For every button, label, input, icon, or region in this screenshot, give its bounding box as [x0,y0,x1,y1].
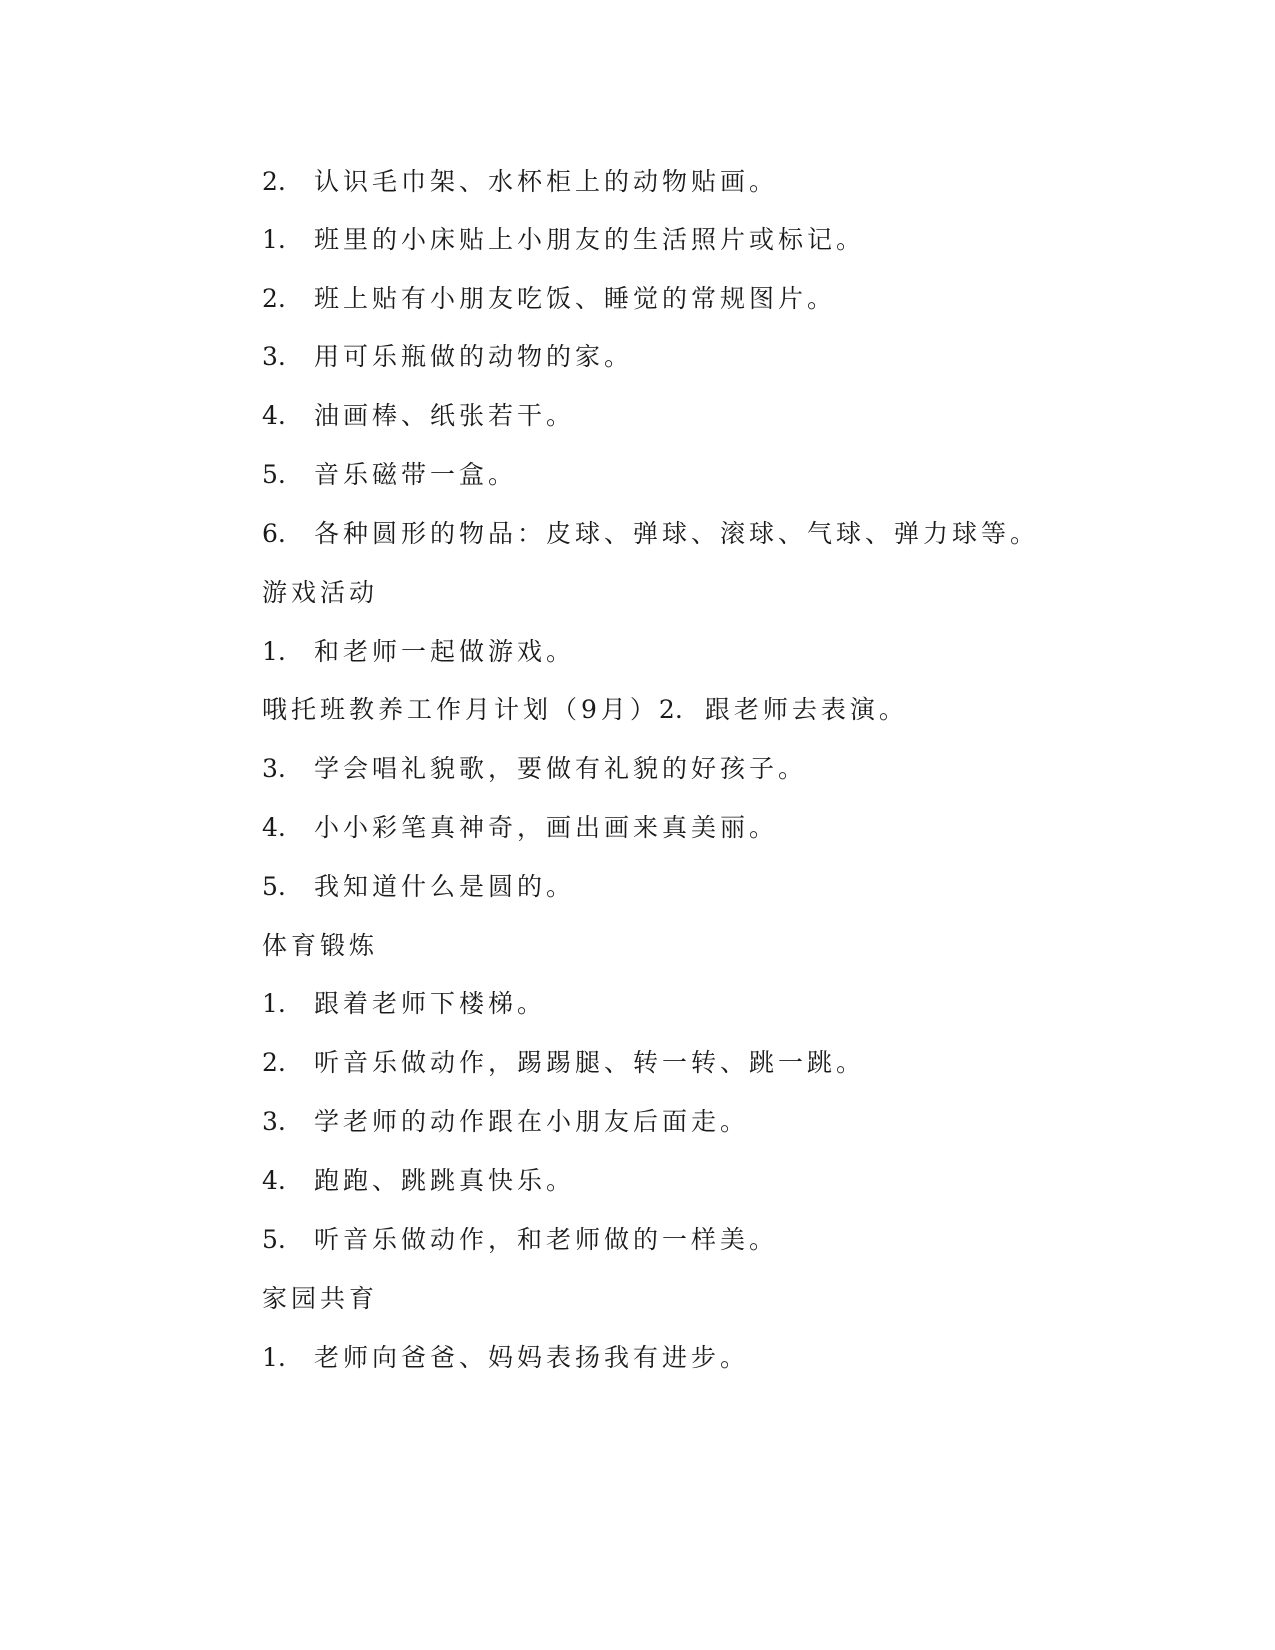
item-number: 1. [262,1343,286,1372]
item-number: 2. [262,167,286,196]
list-item [262,984,1162,1024]
item-number: 5. [262,460,286,489]
item-text: 和老师一起做游戏。 [314,637,576,666]
item-text: 班里的小床贴上小朋友的生活照片或标记。 [314,225,866,254]
section-heading-sports: 体育锻炼 [262,931,379,960]
list-item [262,632,1162,672]
item-number: 2. [262,284,286,313]
item-text: 跟着老师下楼梯。 [314,989,547,1018]
item-text: 跟老师去表演。 [704,695,908,724]
item-text: 油画棒、纸张若干。 [314,401,576,430]
item-text: 听音乐做动作，踢踢腿、转一转、跳一跳。 [314,1048,866,1077]
item-number: 5. [262,1225,286,1254]
item-text: 用可乐瓶做的动物的家。 [314,342,634,371]
list-item [262,1161,1162,1201]
item-number: 1. [262,637,286,666]
item-number: 3. [262,1107,286,1136]
section-heading-home-school: 家园共育 [262,1284,379,1313]
list-item [262,220,1162,260]
item-number: 1. [262,989,286,1018]
list-item [262,1338,1162,1378]
document-title-inline: 哦托班教养工作月计划（9月） [262,695,659,724]
item-text: 学老师的动作跟在小朋友后面走。 [314,1107,750,1136]
item-number: 3. [262,754,286,783]
list-item [262,1220,1162,1260]
item-text: 我知道什么是圆的。 [314,872,576,901]
list-item [262,1043,1162,1083]
list-item [262,337,1162,377]
list-item [262,690,1162,730]
item-text: 跑跑、跳跳真快乐。 [314,1166,576,1195]
list-item [262,396,1162,436]
item-number: 4. [262,401,286,430]
item-number: 3. [262,342,286,371]
item-number: 2. [262,1048,286,1077]
item-text: 音乐磁带一盒。 [314,460,518,489]
list-item [262,749,1162,789]
section-heading-games: 游戏活动 [262,578,379,607]
item-text: 小小彩笔真神奇，画出画来真美丽。 [314,813,779,842]
item-text: 学会唱礼貌歌，要做有礼貌的好孩子。 [314,754,808,783]
item-number: 6. [262,519,286,548]
list-item [262,514,1162,554]
item-text: 听音乐做动作，和老师做的一样美。 [314,1225,779,1254]
item-number: 4. [262,1166,286,1195]
list-item [262,867,1162,907]
item-text: 各种圆形的物品：皮球、弹球、滚球、气球、弹力球等。 [314,519,1040,548]
item-number: 2. [658,695,683,724]
item-number: 1. [262,225,286,254]
item-text: 认识毛巾架、水杯柜上的动物贴画。 [314,167,779,196]
list-item [262,162,1162,202]
item-number: 4. [262,813,286,842]
list-item [262,279,1162,319]
list-item [262,808,1162,848]
item-text: 老师向爸爸、妈妈表扬我有进步。 [314,1343,750,1372]
list-item [262,1102,1162,1142]
item-text: 班上贴有小朋友吃饭、睡觉的常规图片。 [314,284,837,313]
list-item [262,455,1162,495]
item-number: 5. [262,872,286,901]
